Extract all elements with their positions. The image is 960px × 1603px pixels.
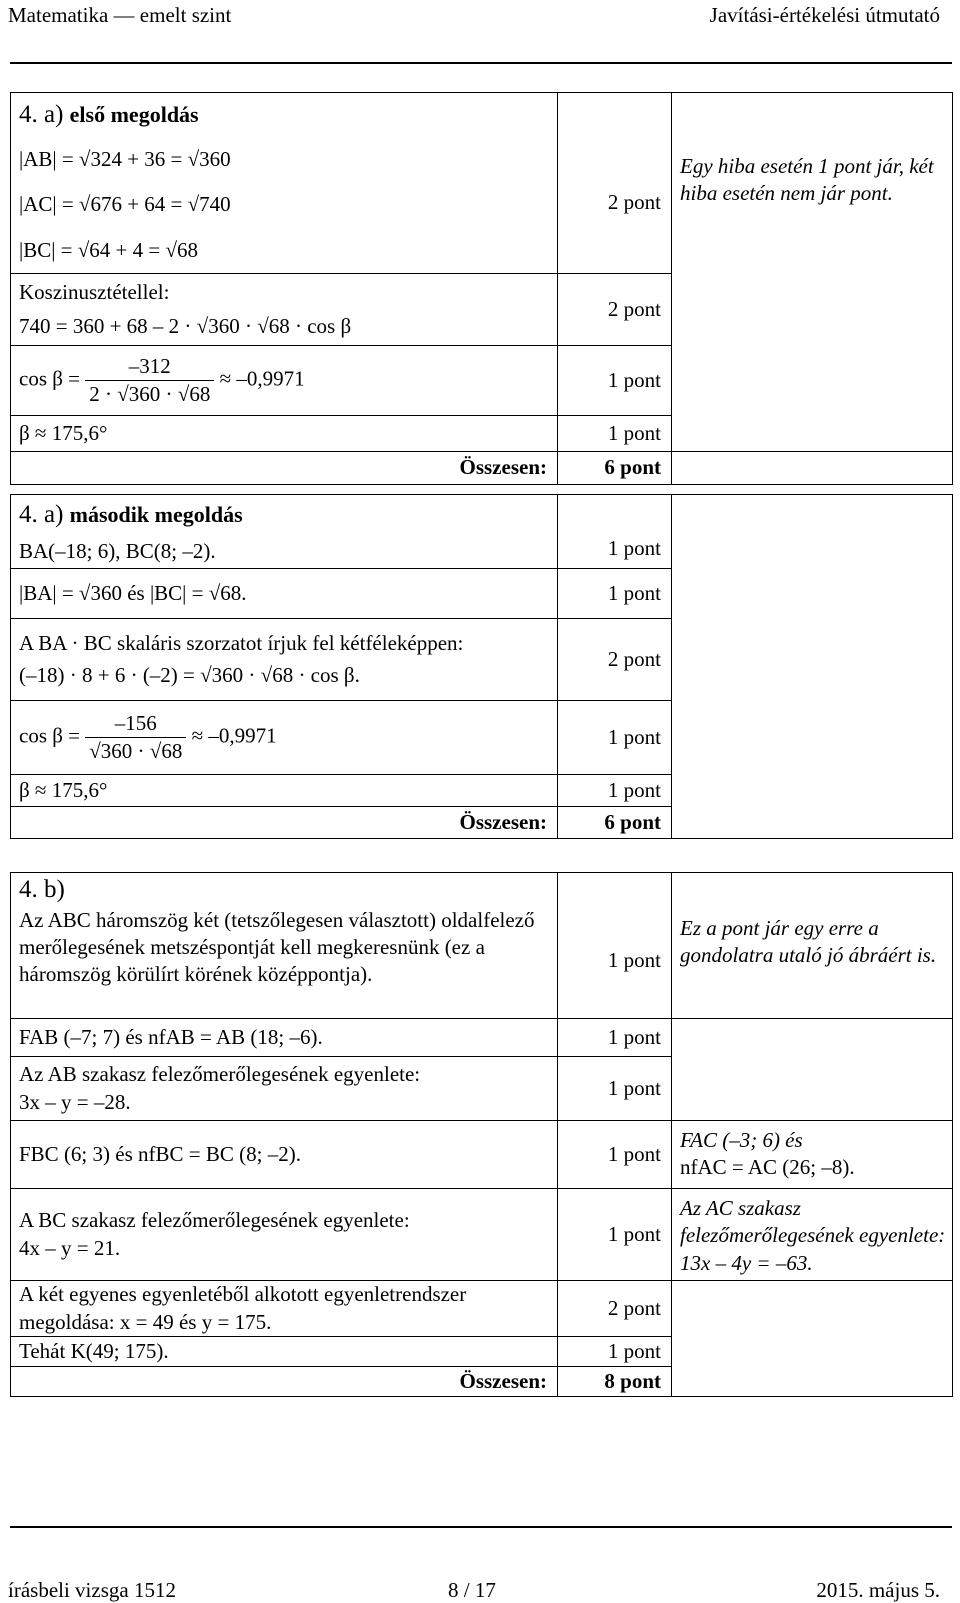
- part-a1-line-bc: |BC| = √64 + 4 = √68: [11, 228, 558, 274]
- part-a1-total-label: Összesen:: [11, 452, 558, 485]
- dot-product-equation: (–18) · 8 + 6 · (–2) = √360 · √68 · cos β.: [19, 662, 360, 687]
- part-b-system-solution: A két egyenes egyenletéből alkotott egyenletrendszer megoldása: x = 49 és y = 175.: [11, 1281, 558, 1337]
- header-subject: Matematika — emelt szint: [8, 3, 232, 27]
- page-header: [0, 0, 960, 40]
- part-a1-line-ac: |AC| = √676 + 64 = √740: [11, 183, 558, 228]
- part-a2-cos-beta: cos β = $\frac{-156}{√360 \cdot √68}$ ≈ –0,9971: [11, 701, 558, 775]
- part-a1-note: Egy hiba esetén 1 pont jár, két hiba esetén nem jár pont.: [672, 93, 953, 452]
- part-a2-dot-product: [11, 619, 558, 701]
- part-a2-points-2: 1 pont: [558, 569, 672, 619]
- bisector-bc-label: A BC szakasz felezőmerőlegesének egyenlete:: [19, 1208, 410, 1233]
- part-a2-title: 4. a) második megoldás: [11, 495, 558, 535]
- part-a1-points-1: 2 pont: [558, 93, 672, 274]
- bisector-ab-label: Az AB szakasz felezőmerőlegesének egyenlete:: [19, 1062, 421, 1087]
- footer-divider: [10, 1526, 952, 1528]
- part-a1-total: 6 pont: [558, 452, 672, 485]
- part-b-midpoint-ab: FAB (–7; 7) és nfAB = AB (18; –6).: [11, 1019, 558, 1057]
- header-doc-type: Javítási-értékelési útmutató: [709, 3, 940, 27]
- part-a2-total-label: Összesen:: [11, 807, 558, 839]
- part-b-points-3: 1 pont: [558, 1057, 672, 1121]
- footer-page-number: 8 / 17: [448, 1578, 496, 1602]
- part-a1-points-3: 1 pont: [558, 346, 672, 416]
- part-a1-points-4: 1 pont: [558, 416, 672, 452]
- part-a2-points-5: 1 pont: [558, 775, 672, 807]
- part-b-points-2: 1 pont: [558, 1019, 672, 1057]
- part-a2-beta: β ≈ 175,6°: [11, 775, 558, 807]
- part-a2-lengths: |BA| = √360 és |BC| = √68.: [11, 569, 558, 619]
- part-a1-points-2: 2 pont: [558, 274, 672, 346]
- cosine-law-equation: 740 = 360 + 68 – 2 · √360 · √68 · cos β: [19, 313, 352, 338]
- part-b-points-1: 1 pont: [558, 873, 672, 1019]
- part-a2-table: [10, 494, 953, 839]
- part-b-note-2: FAC (–3; 6) és nfAC = AC (26; –8).: [672, 1121, 953, 1189]
- part-a1-title: 4. a) első megoldás: [11, 93, 558, 138]
- part-b-points-7: 1 pont: [558, 1337, 672, 1367]
- part-b-bisector-bc: [11, 1189, 558, 1281]
- part-b-note-1: Ez a pont jár egy erre a gondolatra utaló jó ábráért is.: [672, 873, 953, 1019]
- part-b-points-4: 1 pont: [558, 1121, 672, 1189]
- part-a1-table: [10, 92, 953, 485]
- part-b-total-label: Összesen:: [11, 1367, 558, 1397]
- part-b-title: 4. b): [11, 873, 558, 907]
- cos-beta-fraction: $\frac{-312}{2 \cdot √360 \cdot √68}$: [85, 353, 214, 409]
- cos-beta-fraction-2: $\frac{-156}{√360 \cdot √68}$: [85, 710, 186, 766]
- part-a1-line-ab: |AB| = √324 + 36 = √360: [11, 138, 558, 183]
- part-b-points-5: 1 pont: [558, 1189, 672, 1281]
- bisector-bc-equation: 4x – y = 21.: [19, 1235, 121, 1260]
- part-b-intro: Az ABC háromszög két (tetszőlegesen választott) oldalfelező merőlegesének metszéspontját kell megkeresnünk (ez a háromszög körülírt körének középpontja).: [11, 907, 558, 1019]
- part-a1-beta: β ≈ 175,6°: [11, 416, 558, 452]
- footer-date: 2015. május 5.: [816, 1578, 940, 1602]
- cosine-law-label: Koszinusztétellel:: [19, 280, 170, 305]
- part-a2-points-1: 1 pont: [558, 495, 672, 569]
- bisector-ab-equation: 3x – y = –28.: [19, 1089, 131, 1114]
- part-b-note-3: Az AC szakasz felezőmerőlegesének egyenlete: 13x – 4y = –63.: [672, 1189, 953, 1281]
- part-a2-vectors: BA(–18; 6), BC(8; –2).: [11, 535, 558, 569]
- part-a2-points-3: 2 pont: [558, 619, 672, 701]
- part-a1-cos-beta: cos β = $\frac{-312}{2 \cdot √360 \cdot √68}$ ≈ –0,9971: [11, 346, 558, 416]
- part-a1-cosine-law: [11, 274, 558, 346]
- part-b-bisector-ab: [11, 1057, 558, 1121]
- part-b-table: [10, 872, 953, 1397]
- footer-exam-code: írásbeli vizsga 1512: [8, 1578, 176, 1602]
- header-divider: [10, 62, 952, 64]
- part-b-midpoint-bc: FBC (6; 3) és nfBC = BC (8; –2).: [11, 1121, 558, 1189]
- part-b-result: Tehát K(49; 175).: [11, 1337, 558, 1367]
- part-b-total: 8 pont: [558, 1367, 672, 1397]
- part-b-points-6: 2 pont: [558, 1281, 672, 1337]
- dot-product-intro: A BA · BC skaláris szorzatot írjuk fel kétféleképpen:: [19, 631, 464, 656]
- part-a2-total: 6 pont: [558, 807, 672, 839]
- part-a2-points-4: 1 pont: [558, 701, 672, 775]
